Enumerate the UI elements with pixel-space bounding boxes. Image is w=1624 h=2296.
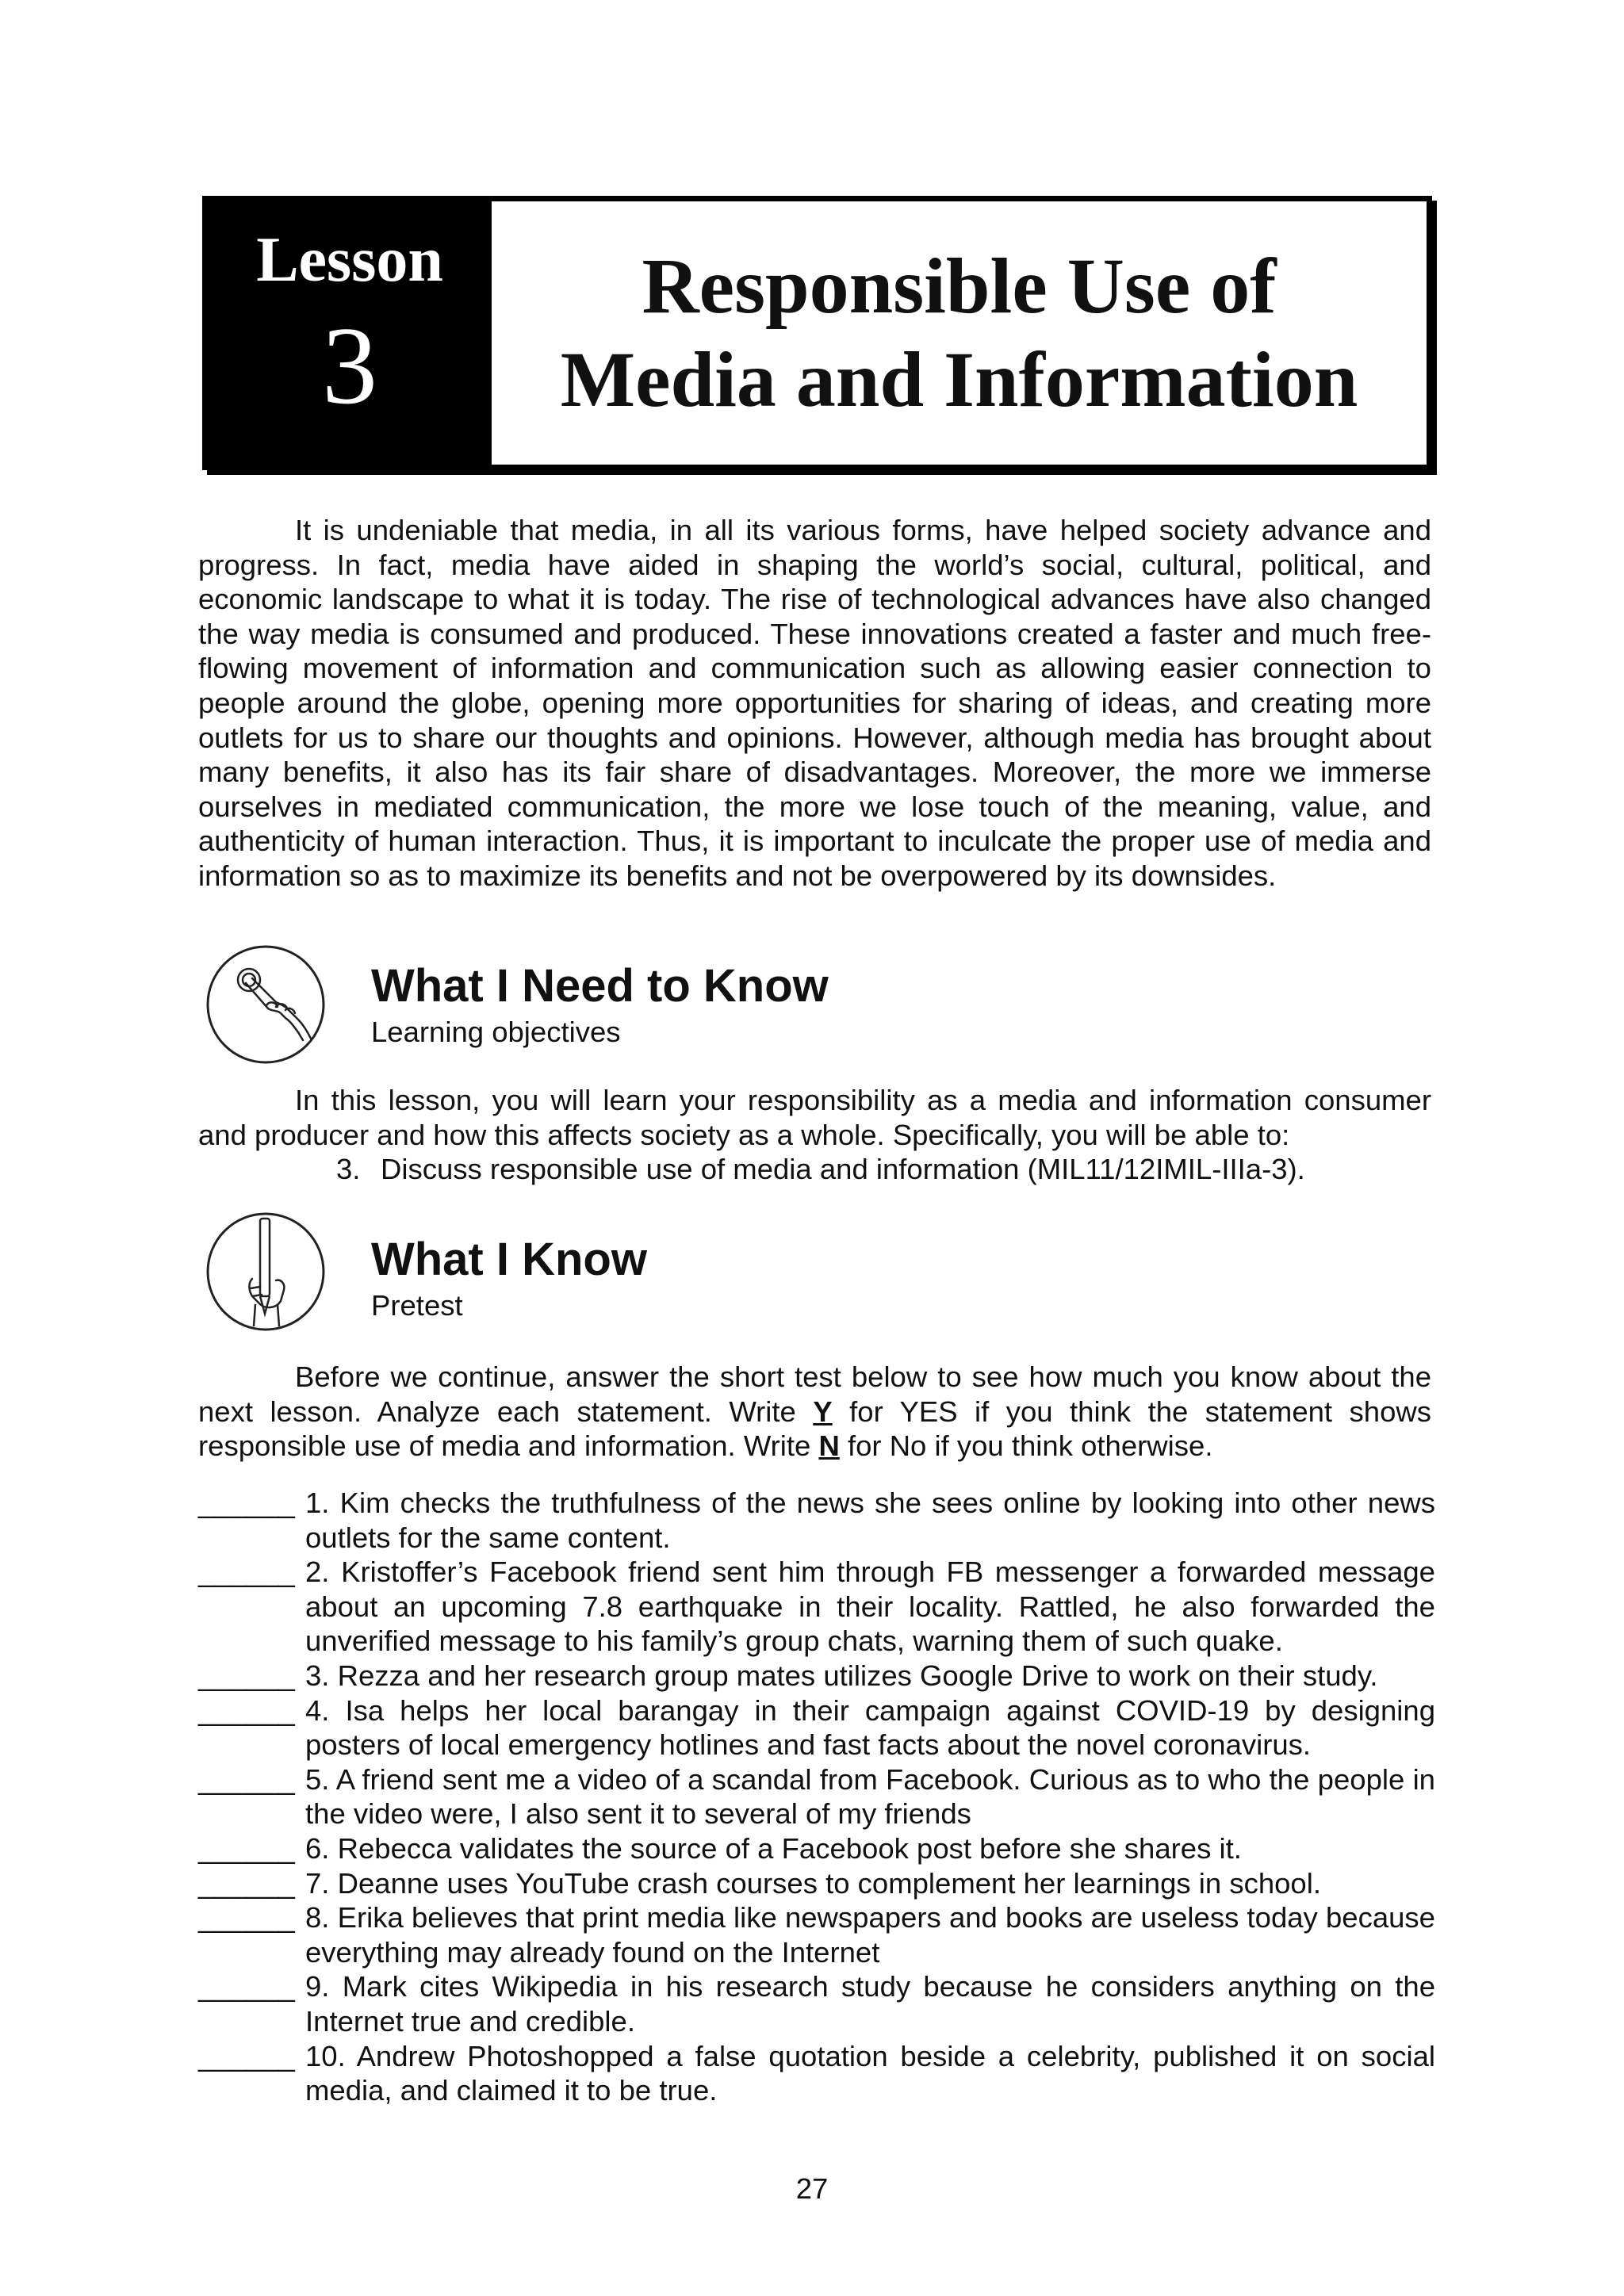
item-text: Rezza and her research group mates utilizes Google Drive to work on their study.	[337, 1659, 1378, 1692]
answer-blank[interactable]: ______	[198, 1762, 295, 1796]
pretest-item-7	[198, 1866, 1435, 1901]
item-number: 6.	[305, 1831, 330, 1865]
pretest-instructions-part2: for YES if you think the statement shows responsible use of media and information. Write	[198, 1395, 1431, 1463]
pretest-item-6	[198, 1831, 1435, 1866]
learning-objectives-subtitle: Learning objectives	[371, 1016, 621, 1048]
lesson-header	[202, 196, 1432, 470]
objective-item	[336, 1152, 1305, 1187]
item-number: 3.	[305, 1659, 330, 1692]
page-number: 27	[795, 2172, 829, 2205]
item-number: 7.	[305, 1866, 330, 1900]
answer-blank[interactable]: ______	[198, 1487, 295, 1519]
pretest-item-5	[198, 1762, 1435, 1831]
pretest-item-4	[198, 1693, 1435, 1762]
item-text: Kim checks the truthfulness of the news she sees online by looking into other news outlets for the same content.	[305, 1487, 1435, 1554]
objective-number: 3.	[336, 1153, 361, 1185]
item-text: Isa helps her local barangay in their campaign against COVID-19 by designing posters of local emergency hotlines and fast facts about the novel coronavirus.	[305, 1693, 1435, 1762]
lesson-tab	[208, 201, 492, 465]
item-text: Deanne uses YouTube crash courses to complement her learnings in school.	[337, 1866, 1321, 1900]
answer-blank[interactable]: ______	[198, 1659, 295, 1692]
pretest-subtitle: Pretest	[371, 1289, 463, 1322]
item-text: Mark cites Wikipedia in his research study because he considers anything on the Internet true and credible.	[305, 1970, 1435, 2038]
hand-pencil-icon	[205, 1211, 327, 1333]
pretest-item-1	[198, 1486, 1435, 1555]
pretest-item-9	[198, 1969, 1435, 2038]
pretest-instructions	[198, 1360, 1431, 1464]
item-number: 9.	[305, 1970, 330, 2003]
item-text: Andrew Photoshopped a false quotation beside a celebrity, published it on social media, and claimed it to be true.	[305, 2039, 1435, 2107]
hand-pointer-icon	[205, 943, 327, 1066]
no-letter: N	[818, 1429, 840, 1463]
item-number: 10.	[305, 2039, 346, 2072]
answer-blank[interactable]: ______	[198, 1970, 295, 2003]
pretest-item-10	[198, 2039, 1435, 2108]
intro-paragraph	[198, 513, 1431, 894]
what-i-know-title: What I Know	[371, 1234, 647, 1285]
pretest-instructions-part1: Before we continue, answer the short test below to see how much you know about the next lesson. Analyze each statement. Write	[198, 1360, 1431, 1428]
answer-blank[interactable]: ______	[198, 1556, 295, 1589]
item-number: 5.	[305, 1762, 330, 1796]
lesson-title-line1: Responsible Use of	[642, 242, 1277, 330]
need-to-know-paragraph-text: In this lesson, you will learn your responsibility as a media and information consumer and producer and how this affects society as a whole. Specifically, you will be able to:	[198, 1084, 1431, 1151]
what-i-need-to-know-title: What I Need to Know	[371, 960, 829, 1012]
item-text: A friend sent me a video of a scandal from Facebook. Curious as to who the people in the video were, I also sent it to several of my friends	[305, 1762, 1435, 1831]
answer-blank[interactable]: ______	[198, 1866, 295, 1900]
need-to-know-paragraph	[198, 1083, 1431, 1152]
lesson-title-line2: Media and Information	[560, 335, 1358, 423]
pretest-item-2	[198, 1555, 1435, 1659]
item-number: 4.	[305, 1693, 330, 1727]
answer-blank[interactable]: ______	[198, 1901, 295, 1934]
item-number: 2.	[305, 1556, 330, 1589]
pretest-item-8	[198, 1900, 1435, 1969]
item-number: 8.	[305, 1901, 330, 1934]
pretest-item-3	[198, 1659, 1435, 1693]
item-text: Kristoffer’s Facebook friend sent him through FB messenger a forwarded message about an upcoming 7.8 earthquake in their locality. Rattled, he also forwarded the unverified message to his family’s group chats, warning them of such quake.	[305, 1556, 1435, 1658]
item-text: Rebecca validates the source of a Facebook post before she shares it.	[337, 1831, 1242, 1865]
lesson-word: Lesson	[256, 225, 443, 295]
answer-blank[interactable]: ______	[198, 1831, 295, 1865]
answer-blank[interactable]: ______	[198, 2039, 295, 2072]
yes-letter: Y	[813, 1395, 833, 1428]
lesson-number: 3	[322, 304, 377, 427]
pretest-list	[198, 1486, 1435, 2108]
item-text: Erika believes that print media like newspapers and books are useless today because everything may already found on the Internet	[305, 1901, 1435, 1969]
lesson-title	[492, 201, 1427, 465]
answer-blank[interactable]: ______	[198, 1693, 295, 1727]
pretest-instructions-part3: for No if you think otherwise.	[839, 1429, 1213, 1463]
objective-text: Discuss responsible use of media and information (MIL11/12IMIL-IIIa-3).	[381, 1153, 1305, 1185]
item-number: 1.	[305, 1487, 330, 1519]
intro-paragraph-text: It is undeniable that media, in all its various forms, have helped society advance and progress. In fact, media have aided in shaping the world’s social, cultural, political, and economic landscape to what it is today. The rise of technological advances have also changed the way media is consumed and produced. These innovations created a faster and much free-flowing movement of information and communication such as allowing easier connection to people around the globe, opening more opportunities for sharing of ideas, and creating more outlets for us to share our thoughts and opinions. However, although media has brought about many benefits, it also has its fair share of disadvantages. Moreover, the more we immerse ourselves in mediated communication, the more we lose touch of the meaning, value, and authenticity of human interaction. Thus, it is important to inculcate the proper use of media and information so as to maximize its benefits and not be overpowered by its downsides.	[198, 514, 1431, 892]
